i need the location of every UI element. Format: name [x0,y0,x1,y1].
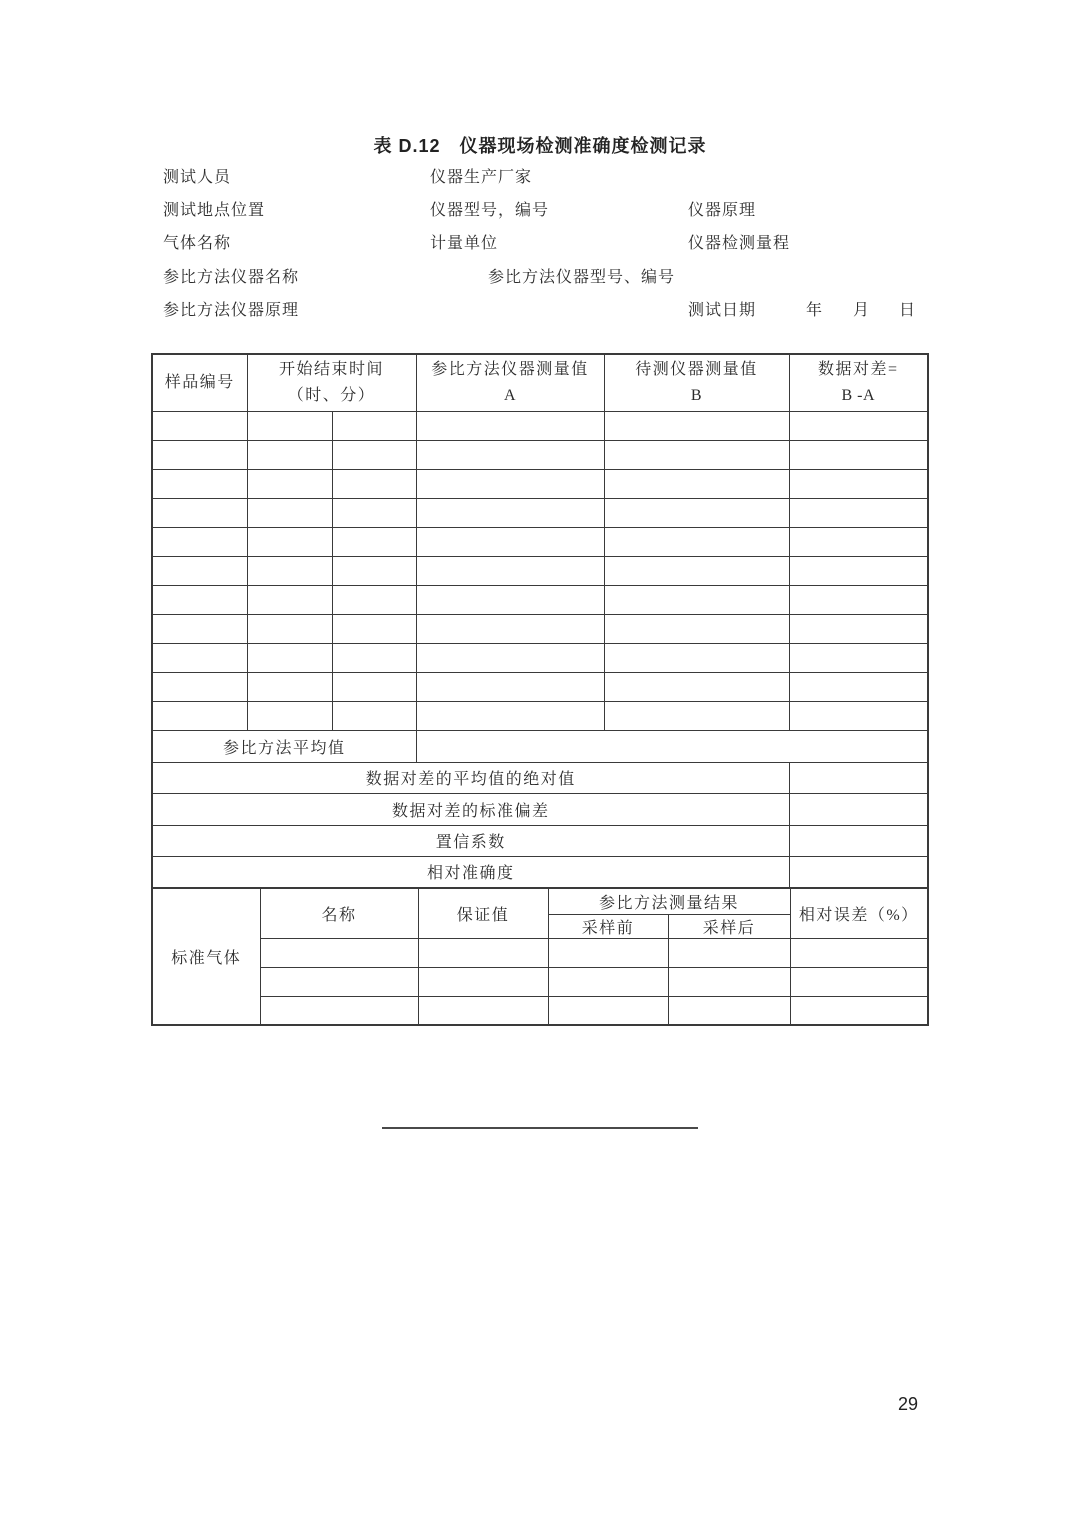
empty-cell [247,701,332,730]
summary-value-cell [789,762,928,793]
empty-cell [247,585,332,614]
field-label-ref-instrument-name: 参比方法仪器名称 [163,269,300,286]
empty-cell [152,527,247,556]
empty-cell [332,527,416,556]
empty-cell [548,967,668,996]
empty-cell [668,938,790,967]
summary-label: 数据对差的标准偏差 [152,793,789,825]
col-header-ref-results-group: 参比方法测量结果 [548,888,790,914]
empty-row [152,527,928,556]
summary-row-rel-accuracy [152,856,928,888]
summary-row-std-dev [152,793,928,825]
empty-cell [604,469,789,498]
col-header-dut-value: 待测仪器测量值 B [604,354,789,411]
summary-row-confidence [152,825,928,856]
standard-gas-body [152,888,928,1025]
empty-cell [247,440,332,469]
empty-cell [332,643,416,672]
summary-value-cell [789,856,928,888]
empty-cell [260,938,418,967]
empty-cell [604,498,789,527]
summary-label: 数据对差的平均值的绝对值 [152,762,789,793]
empty-cell [247,469,332,498]
empty-cell [789,411,928,440]
field-label-ref-model-number: 参比方法仪器型号、编号 [488,269,676,286]
empty-cell [332,498,416,527]
standard-gas-table [151,887,929,1026]
empty-cell [418,967,548,996]
empty-cell [247,527,332,556]
empty-cell [332,614,416,643]
empty-cell [332,701,416,730]
field-label-month: 月 [853,302,871,319]
empty-cell [260,996,418,1025]
empty-row [152,469,928,498]
empty-cell [152,643,247,672]
empty-row [152,643,928,672]
summary-label: 置信系数 [152,825,789,856]
empty-cell [152,585,247,614]
col-header-diff: 数据对差= B -A [789,354,928,411]
field-label-model-number: 仪器型号，编号 [430,202,550,219]
empty-cell [789,643,928,672]
gas-header-row-1 [152,888,928,914]
col-header-time: 开始结束时间 （时、分） [247,354,416,411]
summary-label: 参比方法平均值 [152,730,416,762]
header-row [152,354,928,411]
field-label-detection-range: 仪器检测量程 [688,235,791,252]
empty-cell [789,614,928,643]
empty-cell [332,440,416,469]
row-label-standard-gas: 标准气体 [152,888,260,1025]
form-tables [151,353,927,1026]
info-line-5 [0,299,1080,323]
field-label-test-personnel: 测试人员 [163,169,232,186]
empty-cell [247,498,332,527]
field-label-principle: 仪器原理 [688,202,757,219]
col-header-sample-no: 样品编号 [152,354,247,411]
field-label-year: 年 [806,302,824,319]
empty-cell [604,701,789,730]
summary-value-cell [416,730,928,762]
empty-cell [416,643,604,672]
empty-cell [332,469,416,498]
empty-cell [790,967,928,996]
summary-value-cell [789,825,928,856]
empty-cell [152,672,247,701]
empty-cell [789,469,928,498]
empty-cell [247,556,332,585]
empty-cell [332,411,416,440]
empty-cell [789,556,928,585]
empty-cell [332,556,416,585]
field-label-ref-principle: 参比方法仪器原理 [163,302,300,319]
empty-cell [604,527,789,556]
field-label-day: 日 [899,302,917,319]
empty-cell [789,440,928,469]
table-title: 表 D.12 仪器现场检测准确度检测记录 [373,136,707,156]
empty-cell [247,672,332,701]
empty-row [152,411,928,440]
empty-cell [247,411,332,440]
field-label-unit: 计量单位 [430,235,499,252]
empty-cell [789,527,928,556]
empty-row [152,938,928,967]
empty-cell [152,701,247,730]
empty-cell [790,938,928,967]
col-header-after-sampling: 采样后 [668,914,790,938]
empty-cell [247,614,332,643]
field-label-gas-name: 气体名称 [163,235,232,252]
empty-row [152,672,928,701]
empty-cell [152,498,247,527]
col-header-gas-name: 名称 [260,888,418,938]
empty-cell [332,585,416,614]
empty-cell [789,701,928,730]
col-header-guaranteed-value: 保证值 [418,888,548,938]
empty-cell [152,614,247,643]
empty-cell [604,585,789,614]
empty-cell [604,556,789,585]
empty-cell [416,585,604,614]
col-header-ref-value: 参比方法仪器测量值 A [416,354,604,411]
empty-row [152,701,928,730]
empty-cell [418,938,548,967]
empty-cell [416,672,604,701]
empty-cell [416,498,604,527]
signature-line [382,1127,698,1129]
empty-cell [152,556,247,585]
field-label-manufacturer: 仪器生产厂家 [430,169,533,186]
empty-row [152,614,928,643]
col-header-before-sampling: 采样前 [548,914,668,938]
empty-cell [604,411,789,440]
empty-cell [152,469,247,498]
empty-cell [789,672,928,701]
empty-cell [604,643,789,672]
accuracy-record-table [151,353,929,889]
empty-cell [416,527,604,556]
empty-cell [416,411,604,440]
empty-cell [416,440,604,469]
empty-cell [604,440,789,469]
empty-cell [604,672,789,701]
page-number: 29 [898,1394,919,1414]
empty-cell [416,469,604,498]
empty-cell [416,701,604,730]
summary-row-ref-average [152,730,928,762]
empty-data-rows [152,411,928,730]
empty-cell [790,996,928,1025]
empty-cell [152,411,247,440]
empty-row [152,967,928,996]
summary-row-abs-mean-diff [152,762,928,793]
empty-cell [668,996,790,1025]
info-line-1 [0,166,1080,190]
empty-row [152,556,928,585]
empty-cell [332,672,416,701]
empty-cell [416,556,604,585]
col-header-relative-error: 相对误差（%） [790,888,928,938]
empty-row [152,498,928,527]
empty-row [152,440,928,469]
empty-cell [668,967,790,996]
empty-cell [789,498,928,527]
empty-cell [604,614,789,643]
empty-cell [260,967,418,996]
info-line-4 [0,266,1080,290]
empty-cell [548,996,668,1025]
accuracy-table-header [152,354,928,411]
info-line-2 [0,199,1080,223]
empty-cell [416,614,604,643]
empty-cell [548,938,668,967]
empty-cell [789,585,928,614]
field-label-test-location: 测试地点位置 [163,202,266,219]
summary-rows [152,730,928,888]
summary-label: 相对准确度 [152,856,789,888]
empty-cell [247,643,332,672]
empty-row [152,585,928,614]
summary-value-cell [789,793,928,825]
empty-cell [418,996,548,1025]
info-line-3 [0,232,1080,256]
field-label-test-date: 测试日期 [688,302,757,319]
empty-row [152,996,928,1025]
empty-cell [152,440,247,469]
